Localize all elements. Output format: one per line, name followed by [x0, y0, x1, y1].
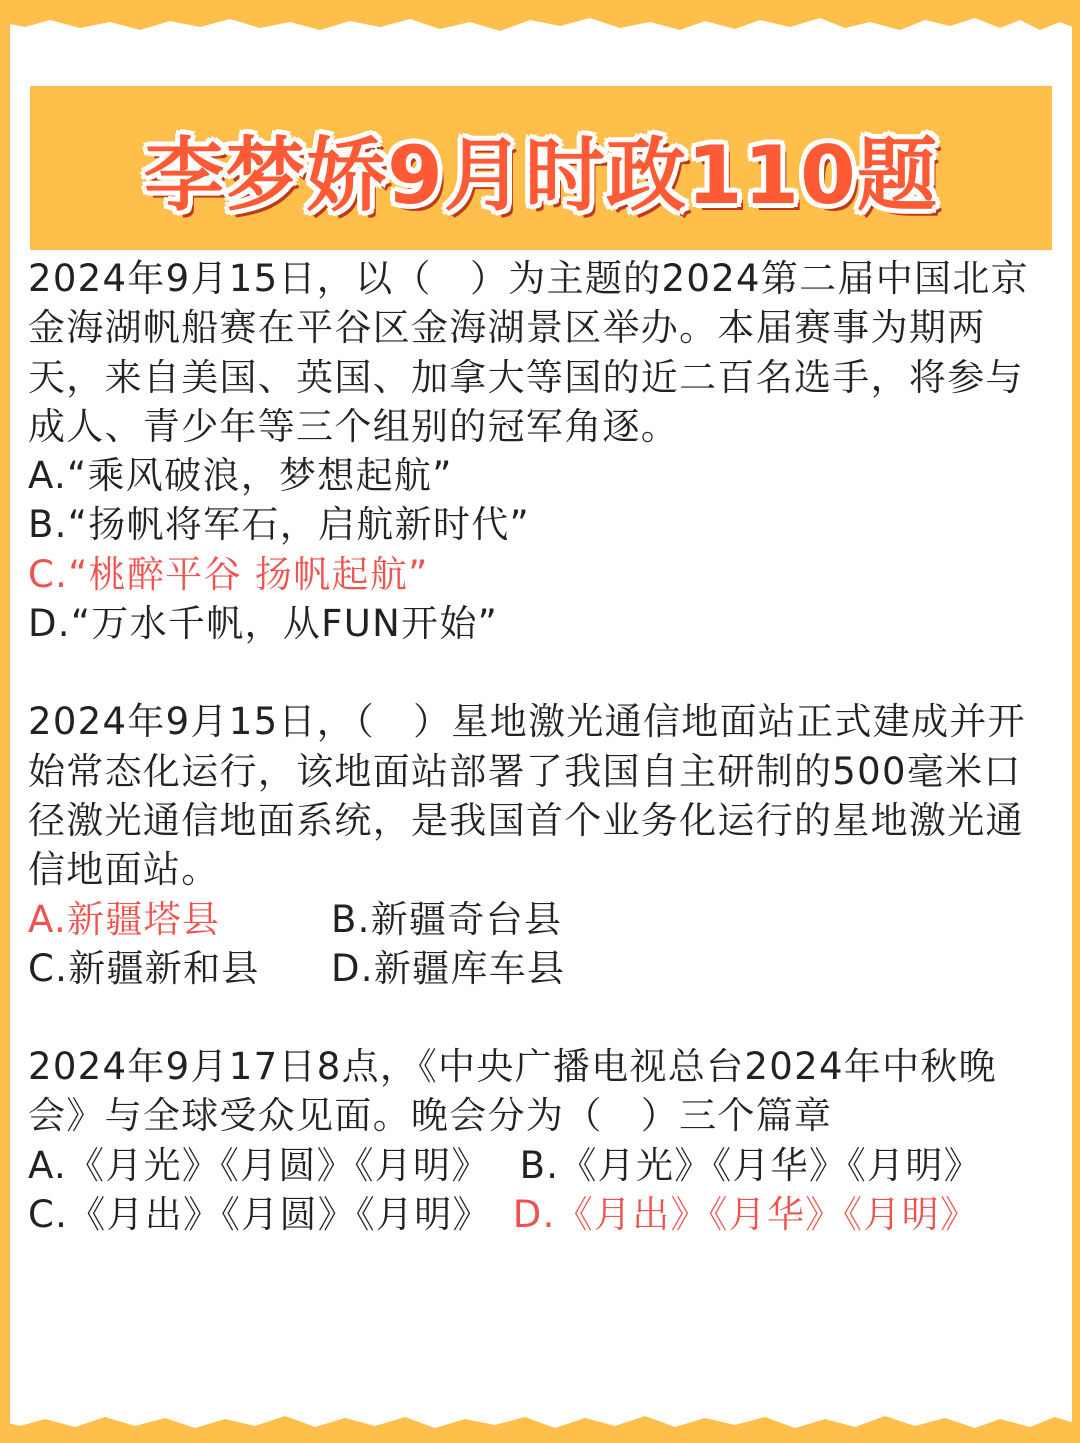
option-a: A.《月光》《月圆》《月明》 — [28, 1143, 490, 1187]
question-2 — [28, 697, 1053, 993]
option-a: A.“乘风破浪，梦想起航” — [28, 454, 453, 498]
option-d: D.新疆库车县 — [331, 946, 566, 990]
option-b: B.《月光》《月华》《月明》 — [519, 1143, 982, 1187]
torn-edge-top — [0, 0, 1080, 60]
question-3 — [28, 1042, 1053, 1239]
option-b: B.新疆奇台县 — [331, 897, 563, 941]
question-list — [28, 254, 1053, 1239]
option-c: C.新疆新和县 — [28, 946, 260, 990]
title-banner — [30, 86, 1052, 250]
question-stem: 2024年9月17日8点，《中央广播电视总台2024年中秋晚会》与全球受众见面。晚会分为（ ）三个篇章 — [28, 1045, 997, 1138]
option-c-correct-answer: C.“桃醉平谷 扬帆起航” — [28, 552, 429, 596]
option-a-correct-answer: A.新疆塔县 — [28, 897, 221, 941]
options-cd-line — [28, 1190, 1053, 1239]
question-1 — [28, 254, 1053, 648]
option-c: C.《月出》《月圆》《月明》 — [28, 1193, 491, 1237]
option-d-correct-answer: D.《月出》《月华》《月明》 — [512, 1193, 979, 1237]
options-ab-line — [28, 1141, 1053, 1190]
question-stem: 2024年9月15日，以（ ）为主题的2024第二届中国北京金海湖帆船赛在平谷区金海湖景区举办。本届赛事为期两天，来自美国、英国、加拿大等国的近二百名选手，将参与成人、青少年等三个组别的冠军角逐。 — [28, 257, 1029, 448]
option-d: D.“万水千帆，从FUN开始” — [28, 602, 499, 646]
page-title: 李梦娇9月时政110题 — [144, 128, 938, 222]
question-stem: 2024年9月15日，（ ）星地激光通信地面站正式建成并开始常态化运行，该地面站部署了我国自主研制的500毫米口径激光通信地面系统，是我国首个业务化运行的星地激光通信地面站。 — [28, 700, 1026, 892]
torn-edge-bottom — [0, 1383, 1080, 1443]
option-b: B.“扬帆将军石，启航新时代” — [28, 503, 530, 547]
